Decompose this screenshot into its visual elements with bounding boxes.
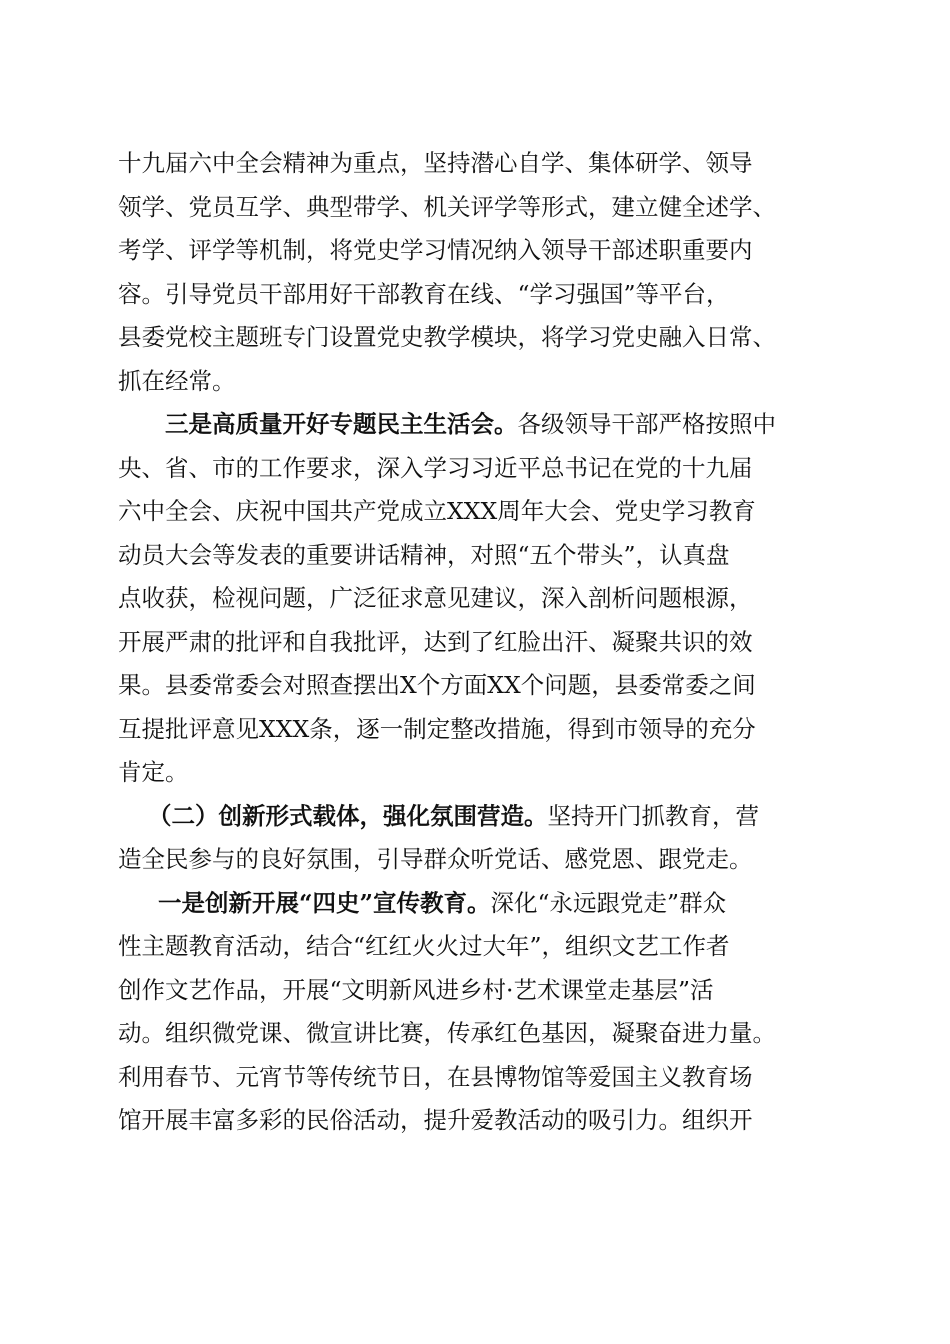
text-line: 考学、评学等机制，将党史学习情况纳入领导干部述职重要内 (118, 236, 753, 264)
text-line: 县委党校主题班专门设置党史教学模块，将学习党史融入日常、 (118, 323, 776, 351)
text-line: 利用春节、元宵节等传统节日，在县博物馆等爱国主义教育场 (118, 1062, 753, 1091)
text-line: 创作文艺作品，开展“文明新风进乡村·艺术课堂走基层”活 (118, 975, 714, 1004)
text-line (118, 403, 848, 447)
text-line: 六中全会、庆祝中国共产党成立XXX周年大会、党史学习教育 (118, 497, 756, 525)
paragraph-first-line-text: 深化“永远跟党走”群众 (490, 888, 727, 917)
text-line: 央、省、市的工作要求，深入学习习近平总书记在党的十九届 (118, 453, 753, 482)
text-line: 性主题教育活动，结合“红红火火过大年”，组织文艺工作者 (118, 932, 730, 960)
section-heading-lead: （二）创新形式载体，强化氛围营造。 (148, 801, 548, 830)
paragraph-lead: 一是创新开展“四史”宣传教育。 (158, 888, 491, 917)
text-line: 点收获，检视问题，广泛征求意见建议，深入剖析问题根源， (118, 584, 753, 612)
text-line: 十九届六中全会精神为重点，坚持潜心自学、集体研学、领导 (118, 149, 753, 177)
paragraph-study-mechanism (118, 142, 848, 403)
text-line: 开展严肃的批评和自我批评，达到了红脸出汗、凝聚共识的效 (118, 627, 753, 656)
paragraph-first-line-text: 坚持开门抓教育，营 (547, 801, 759, 830)
text-line: 造全民参与的良好氛围，引导群众听党话、感党恩、跟党走。 (118, 845, 753, 873)
paragraph-four-histories-education (118, 882, 848, 1143)
paragraph-lead: 三是高质量开好专题民主生活会。 (165, 410, 518, 438)
text-line: 馆开展丰富多彩的民俗活动，提升爱教活动的吸引力。组织开 (118, 1106, 753, 1134)
text-line: 动。组织微党课、微宣讲比赛，传承红色基因，凝聚奋进力量。 (118, 1019, 776, 1047)
text-line: 领学、党员互学、典型带学、机关评学等形式，建立健全述学、 (118, 192, 776, 221)
text-line: 果。县委常委会对照查摆出X个方面XX个问题，县委常委之间 (118, 671, 756, 699)
document-body (118, 142, 848, 1143)
text-line: 容。引导党员干部用好干部教育在线、“学习强国”等平台， (118, 279, 730, 308)
text-line: 动员大会等发表的重要讲话精神，对照“五个带头”，认真盘 (118, 540, 730, 569)
section-heading-two (118, 795, 848, 882)
text-line (118, 795, 848, 839)
paragraph-first-line-text: 各级领导干部严格按照中 (517, 410, 776, 438)
text-line: 肯定。 (118, 758, 189, 786)
text-line: 抓在经常。 (118, 366, 236, 395)
paragraph-democratic-life-meeting (118, 403, 848, 795)
text-line: 互提批评意见XXX条，逐一制定整改措施，得到市领导的充分 (118, 714, 756, 743)
text-line (118, 882, 848, 926)
